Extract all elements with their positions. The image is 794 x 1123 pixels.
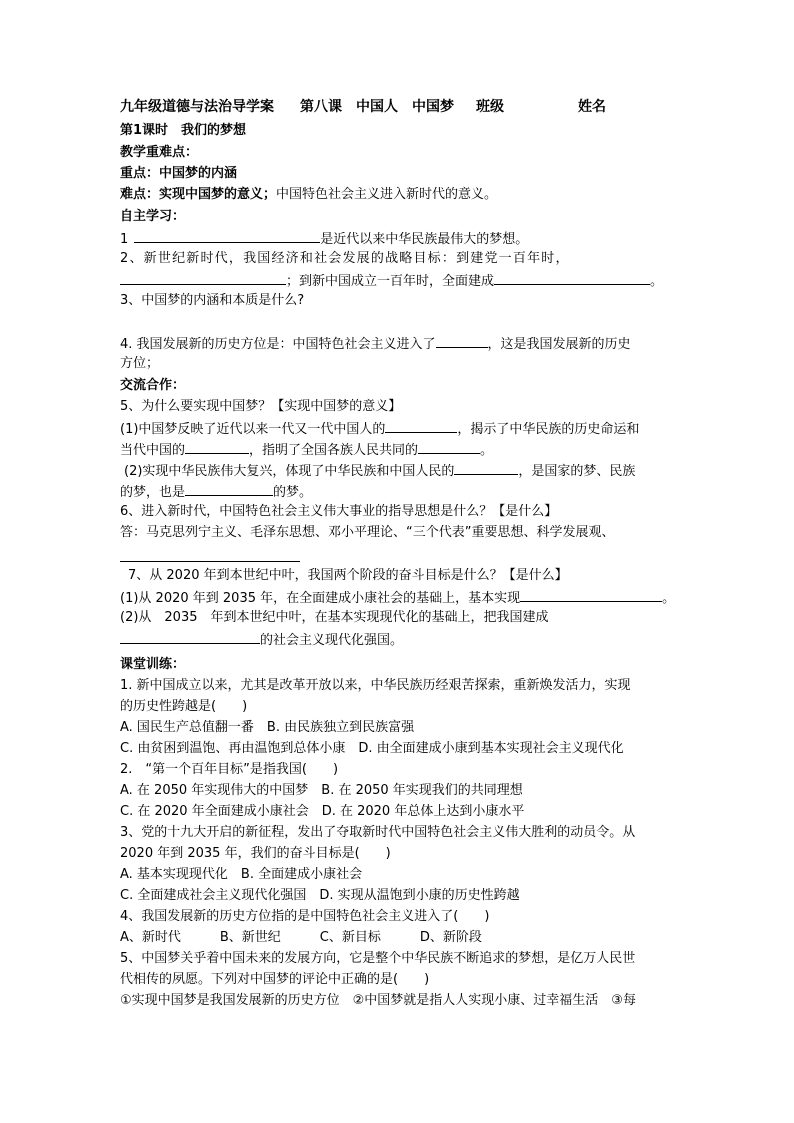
question-2a: 2、新世纪新时代，我国经济和社会发展的战略目标：到建党一百年时， [120,251,570,266]
worksheet-header [120,98,676,116]
training-heading: 课堂训练： [120,657,186,672]
q5-2-blank-1[interactable] [454,461,518,475]
focus-label: 重点： [120,166,160,181]
q7-1-blank[interactable] [520,588,662,602]
answer-underline [120,561,300,562]
training-q5b: 代相传的夙愿。下列对中国梦的评论中正确的是( ) [120,972,430,987]
training-q2: 2. “第一个百年目标”是指我国( ) [120,762,339,777]
training-q4-options: A、新时代 B、新世纪 C、新目标 D、新阶段 [120,930,482,945]
training-q2-options-1: A. 在 2050 年实现伟大的中国梦 B. 在 2050 年实现我们的共同理想 [120,783,523,798]
training-q3-options-2: C. 全面建成社会主义现代化强国 D. 实现从温饱到小康的历史性跨越 [120,888,520,903]
q5-2-text-a: (2)实现中华民族伟大复兴，体现了中华民族和中国人民的 [124,464,455,479]
training-q4: 4、我国发展新的历史方位指的是中国特色社会主义进入了( ) [120,909,490,924]
q5-2-text-b: ，是国家的梦、民族 [518,464,636,479]
training-q3a: 3、党的十九大开启的新征程，发出了夺取新时代中国特色社会主义伟大胜利的动员令。从 [120,825,636,840]
q5-1-blank-1[interactable] [385,419,457,433]
q2-end: 。 [650,274,664,289]
difficulty-text: 中国特色社会主义进入新时代的意义。 [276,187,498,202]
question-2b [120,271,676,291]
question-7-1 [120,588,676,608]
question-7 [120,567,676,585]
difficulty-label: 难点： [120,187,160,202]
self-study-heading: 自主学习： [120,209,186,224]
lesson-period: 第1课时 我们的梦想 [120,123,247,138]
q5-1-text-a: (1)中国梦反映了近代以来一代又一代中国人的 [120,422,386,437]
subject-title: 九年级道德与法治导学案 [120,99,274,115]
q2-blank-1[interactable] [120,271,286,285]
question-6-answer: 答：马克思列宁主义、毛泽东思想、邓小平理论、“三个代表”重要思想、科学发展观、 [120,525,615,540]
q2-blank-2[interactable] [494,271,650,285]
focus-text: 中国梦的内涵 [159,166,238,181]
q5-1-text-d: ，指明了全国各族人民共同的 [249,443,419,458]
difficulty-bold: 实现中国梦的意义； [159,187,277,202]
q7-2-text-b: 的社会主义现代化强国。 [260,633,404,648]
q2-text-b: ；到新中国成立一百年时，全面建成 [286,274,495,289]
training-q5-options: ①实现中国梦是我国发展新的历史方位 ②中国梦就是指人人实现小康、过幸福生活 ③每 [120,993,636,1008]
q4-text-b: ，这是我国发展新的历史 [487,337,631,352]
q5-1-text-b: ，揭示了中华民族的历史命运和 [457,422,640,437]
training-q3-options-1: A. 基本实现现代化 B. 全面建成小康社会 [120,867,363,882]
q4-blank[interactable] [436,334,488,348]
key-points-heading: 教学重难点： [120,145,199,160]
cooperation-heading: 交流合作： [120,378,186,393]
question-7-2b [120,630,676,650]
lesson-title: 第八课 中国人 中国梦 [300,99,454,115]
difficulty-line [120,186,676,204]
q5-2-text-d: 的梦。 [273,485,313,500]
question-4b: 方位； [120,356,160,371]
training-q1-options-1: A. 国民生产总值翻一番 B. 由民族独立到民族富强 [120,720,415,735]
q5-1-blank-2[interactable] [185,440,249,454]
name-label: 姓名 [578,99,606,115]
question-7-2a: (2)从 2035 年到本世纪中叶，在基本实现现代化的基础上，把我国建成 [120,610,549,625]
question-5-2b [120,482,676,502]
question-5-2a [120,461,676,481]
focus-line [120,165,676,183]
question-3: 3、中国梦的内涵和本质是什么? [120,293,305,308]
question-5-1b [120,440,676,460]
question-5-1a [120,419,676,439]
training-q5a: 5、中国梦关乎着中国未来的发展方向，它是整个中华民族不断追求的梦想，是亿万人民世 [120,951,636,966]
q1-blank[interactable] [134,229,320,243]
question-1 [120,229,676,249]
q5-2-blank-2[interactable] [185,482,273,496]
q5-1-blank-3[interactable] [418,440,480,454]
training-q2-options-2: C. 在 2020 年全面建成小康社会 D. 在 2020 年总体上达到小康水平 [120,804,525,819]
training-q3b: 2020 年到 2035 年，我们的奋斗目标是( ) [120,846,391,861]
q4-text-a: 4. 我国发展新的历史方位是：中国特色社会主义进入了 [120,337,436,352]
q7-2-blank[interactable] [120,630,260,644]
question-4a [120,334,676,354]
q5-1-text-e: 。 [480,443,494,458]
q5-1-text-c: 当代中国的 [120,443,186,458]
question-5: 5、为什么要实现中国梦？【实现中国梦的意义】 [120,399,402,414]
training-q1-options-2: C. 由贫困到温饱、再由温饱到总体小康 D. 由全面建成小康到基本实现社会主义现代化 [120,741,624,756]
q1-number: 1 [120,232,129,247]
q7-1-text-b: 。 [662,591,676,606]
training-q1a: 1. 新中国成立以来，尤其是改革开放以来，中华民族历经艰苦探索，重新焕发活力，实现 [120,678,631,693]
q7-1-text-a: (1)从 2020 年到 2035 年，在全面建成小康社会的基础上，基本实现 [120,591,521,606]
q7-text: 7、从 2020 年到本世纪中叶，我国两个阶段的奋斗目标是什么？【是什么】 [128,568,568,583]
q5-2-text-c: 的梦，也是 [120,485,186,500]
question-6: 6、进入新时代，中国特色社会主义伟大事业的指导思想是什么？【是什么】 [120,504,558,519]
q1-text: 是近代以来中华民族最伟大的梦想。 [320,232,529,247]
training-q1b: 的历史性跨越是( ) [120,699,248,714]
class-label: 班级 [476,99,504,115]
